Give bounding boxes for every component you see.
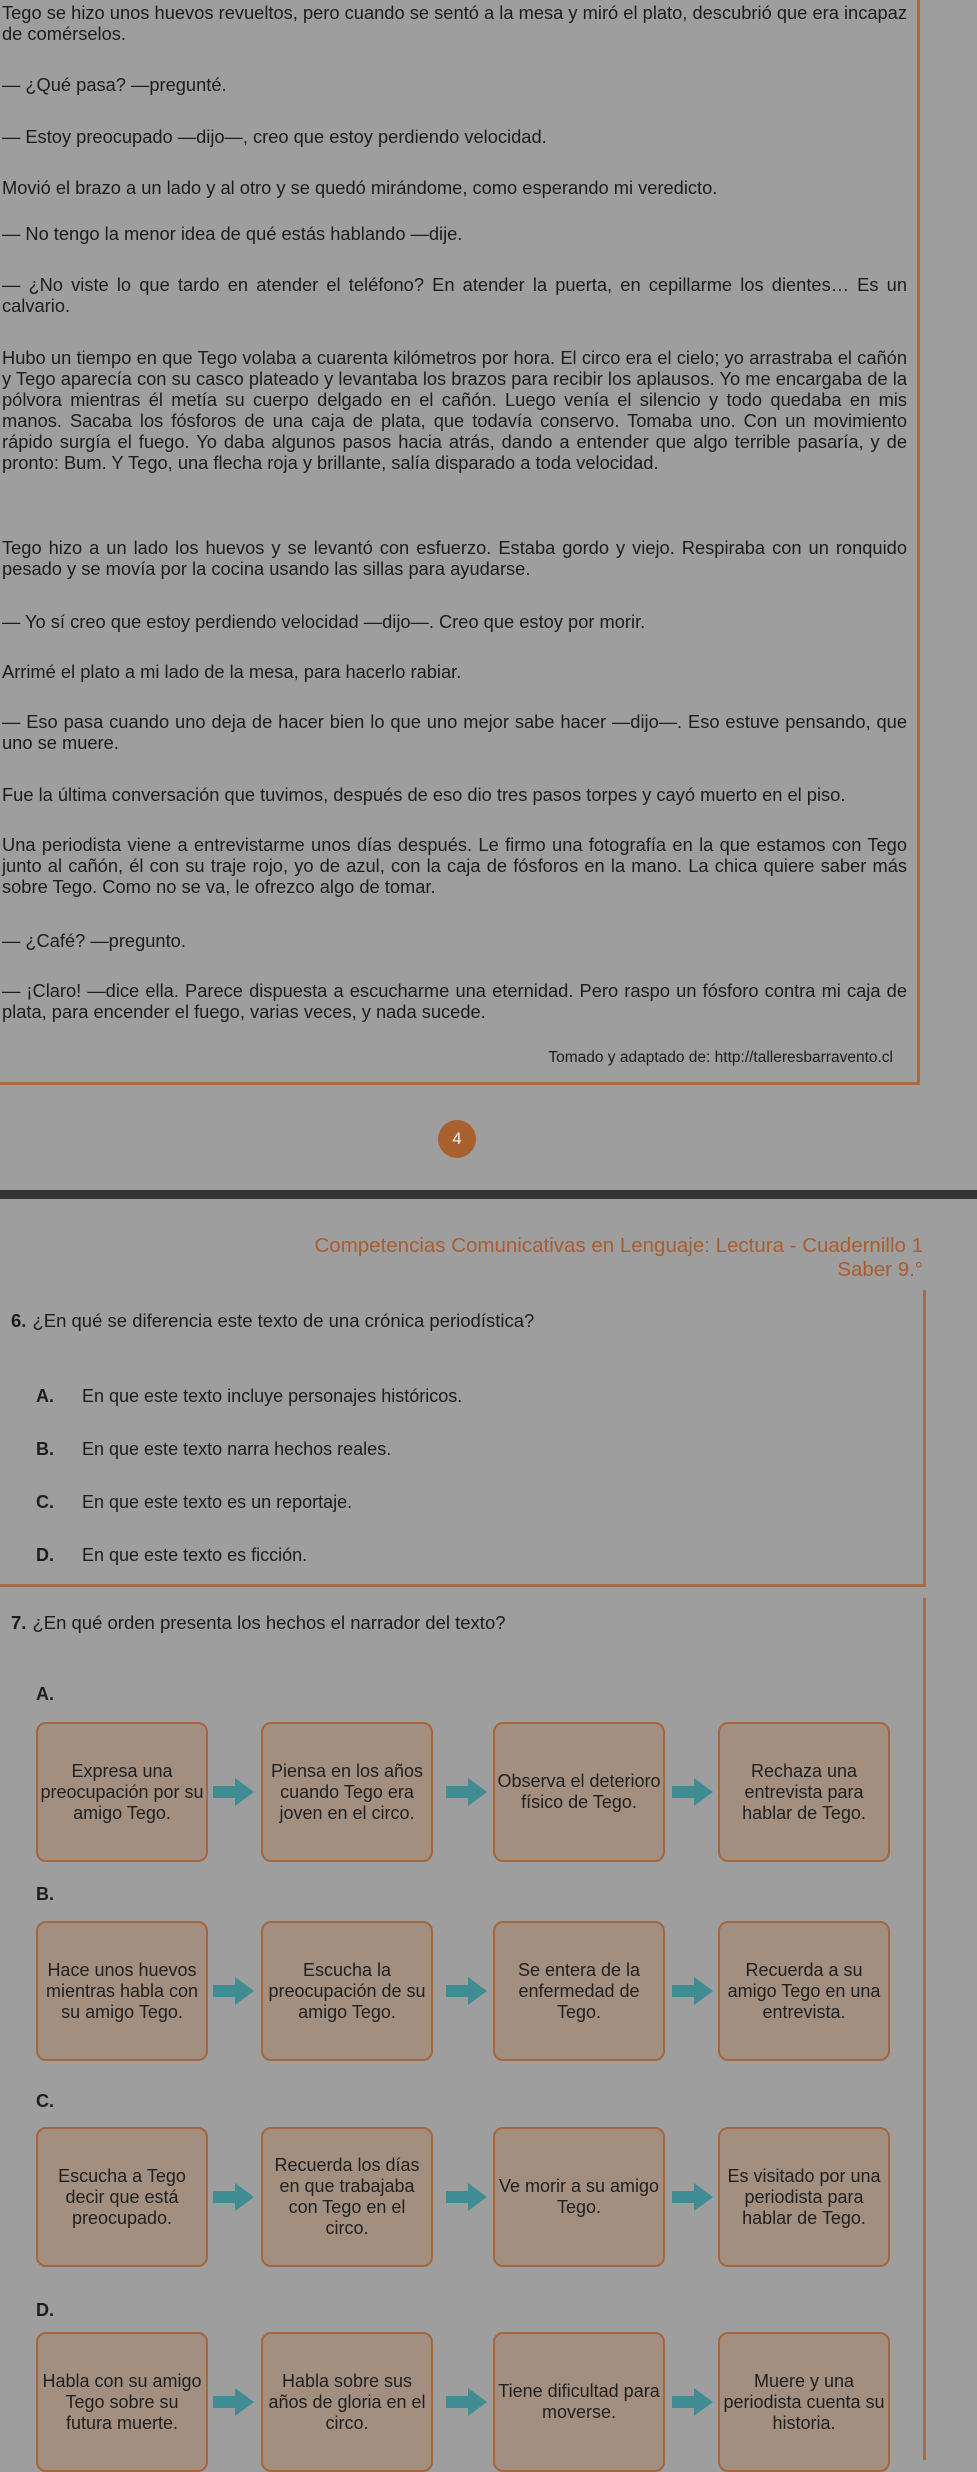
grade-label: Saber 9.° xyxy=(837,1258,923,1281)
question-number: 6. xyxy=(11,1310,27,1331)
sequence-step: Escucha la preocupación de su amigo Tego. xyxy=(261,1921,433,2061)
sequence-step: Rechaza una entrevista para hablar de Tego. xyxy=(718,1722,890,1862)
arrow-right-icon xyxy=(213,1777,255,1807)
sequence-step: Recuerda los días en que trabajaba con Tego en el circo. xyxy=(261,2127,433,2267)
option-letter: A. xyxy=(36,1386,54,1406)
arrow-right-icon xyxy=(446,1777,488,1807)
page-number-badge: 4 xyxy=(438,1120,476,1158)
sequence-step: Ve morir a su amigo Tego. xyxy=(493,2127,665,2267)
option-6c[interactable] xyxy=(36,1492,352,1513)
option-text: En que este texto incluye personajes históricos. xyxy=(82,1386,463,1406)
story-paragraph: — Yo sí creo que estoy perdiendo velocidad —dijo—. Creo que estoy por morir. xyxy=(2,611,646,632)
story-paragraph: — ¿No viste lo que tardo en atender el teléfono? En atender la puerta, en cepillarme los dientes… Es un calvario. xyxy=(2,274,907,316)
option-letter: D. xyxy=(36,1545,54,1565)
story-paragraph: Movió el brazo a un lado y al otro y se quedó mirándome, como esperando mi veredicto. xyxy=(2,177,718,198)
story-paragraph: Tego se hizo unos huevos revueltos, pero cuando se sentó a la mesa y miró el plato, descubrió que era incapaz de comérselos. xyxy=(2,2,907,44)
question-text: ¿En qué orden presenta los hechos el narrador del texto? xyxy=(32,1612,506,1633)
option-text: En que este texto narra hechos reales. xyxy=(82,1439,392,1459)
option-7b-letter[interactable]: B. xyxy=(36,1884,54,1904)
option-7a-letter[interactable]: A. xyxy=(36,1684,54,1704)
story-paragraph: — ¿Qué pasa? —pregunté. xyxy=(2,74,227,95)
sequence-step: Tiene dificultad para moverse. xyxy=(493,2332,665,2472)
sequence-step: Habla con su amigo Tego sobre su futura muerte. xyxy=(36,2332,208,2472)
story-paragraph: Fue la última conversación que tuvimos, después de eso dio tres pasos torpes y cayó muerto en el piso. xyxy=(2,784,846,805)
question-6-block xyxy=(0,1290,926,1587)
option-6a[interactable] xyxy=(36,1386,462,1407)
arrow-right-icon xyxy=(213,2182,255,2212)
sequence-step: Expresa una preocupación por su amigo Tego. xyxy=(36,1722,208,1862)
arrow-right-icon xyxy=(672,2387,714,2417)
sequence-step: Es visitado por una periodista para hablar de Tego. xyxy=(718,2127,890,2267)
arrow-right-icon xyxy=(213,2387,255,2417)
arrow-right-icon xyxy=(446,2387,488,2417)
option-text: En que este texto es un reportaje. xyxy=(82,1492,353,1512)
sequence-step: Hace unos huevos mientras habla con su amigo Tego. xyxy=(36,1921,208,2061)
question-number: 7. xyxy=(11,1612,27,1633)
story-paragraph: — Estoy preocupado —dijo—, creo que estoy perdiendo velocidad. xyxy=(2,126,547,147)
story-paragraph: Una periodista viene a entrevistarme unos días después. Le firmo una fotografía en la que estamos con Tego junto al cañón, él con su traje rojo, yo de azul, con la caja de fósforos en la mano. La chica quiere saber más sobre Tego. Como no se va, le ofrezco algo de tomar. xyxy=(2,834,907,897)
story-paragraph: — ¡Claro! —dice ella. Parece dispuesta a escucharme una eternidad. Pero raspo un fósforo contra mi caja de plata, para encender el fuego, varias veces, y nada sucede. xyxy=(2,980,907,1022)
story-paragraph: — Eso pasa cuando uno deja de hacer bien lo que uno mejor sabe hacer —dijo—. Eso estuve pensando, que uno se muere. xyxy=(2,711,907,753)
story-paragraph: Tego hizo a un lado los huevos y se levantó con esfuerzo. Estaba gordo y viejo. Respiraba con un ronquido pesado y se movía por la cocina usando las sillas para ayudarse. xyxy=(2,537,907,579)
arrow-right-icon xyxy=(446,2182,488,2212)
arrow-right-icon xyxy=(672,1976,714,2006)
option-letter: C. xyxy=(36,1492,54,1512)
story-paragraph: Arrimé el plato a mi lado de la mesa, para hacerlo rabiar. xyxy=(2,661,462,682)
story-paragraph: — No tengo la menor idea de qué estás hablando —dije. xyxy=(2,223,463,244)
sequence-step: Recuerda a su amigo Tego en una entrevista. xyxy=(718,1921,890,2061)
question-7-block xyxy=(0,1598,926,2460)
option-7d-letter[interactable]: D. xyxy=(36,2300,54,2320)
question-text: ¿En qué se diferencia este texto de una crónica periodística? xyxy=(32,1310,535,1331)
sequence-step: Muere y una periodista cuenta su historia. xyxy=(718,2332,890,2472)
arrow-right-icon xyxy=(446,1976,488,2006)
story-section xyxy=(0,0,920,1085)
arrow-right-icon xyxy=(213,1976,255,2006)
option-text: En que este texto es ficción. xyxy=(82,1545,308,1565)
option-6b[interactable] xyxy=(36,1439,391,1460)
page-separator xyxy=(0,1190,977,1199)
arrow-right-icon xyxy=(672,1777,714,1807)
sequence-step: Escucha a Tego decir que está preocupado. xyxy=(36,2127,208,2267)
booklet-title: Competencias Comunicativas en Lenguaje: Lectura - Cuadernillo 1 xyxy=(314,1234,923,1257)
option-letter: B. xyxy=(36,1439,54,1459)
sequence-step: Habla sobre sus años de gloria en el circo. xyxy=(261,2332,433,2472)
question-7 xyxy=(11,1612,506,1634)
question-6 xyxy=(11,1310,534,1332)
source-citation: Tomado y adaptado de: http://talleresbarravento.cl xyxy=(548,1049,893,1066)
option-7c-letter[interactable]: C. xyxy=(36,2091,54,2111)
sequence-step: Se entera de la enfermedad de Tego. xyxy=(493,1921,665,2061)
story-paragraph: Hubo un tiempo en que Tego volaba a cuarenta kilómetros por hora. El circo era el cielo; yo arrastraba el cañón y Tego aparecía con su casco plateado y levantaba los brazos para recibir los aplausos. Yo me encargaba de la pólvora mientras él metía su cuerpo delgado en el cañón. Luego venía el silencio y todo quedaba en mis manos. Sacaba los fósforos de una caja de plata, que todavía conservo. Tomaba uno. Con un movimiento rápido surgía el fuego. Yo daba algunos pasos hacia atrás, dando a entender que algo terrible pasaría, y de pronto: Bum. Y Tego, una flecha roja y brillante, salía disparado a toda velocidad. xyxy=(2,347,907,473)
option-6d[interactable] xyxy=(36,1545,307,1566)
sequence-step: Piensa en los años cuando Tego era joven en el circo. xyxy=(261,1722,433,1862)
arrow-right-icon xyxy=(672,2182,714,2212)
sequence-step: Observa el deterioro físico de Tego. xyxy=(493,1722,665,1862)
story-paragraph: — ¿Café? —pregunto. xyxy=(2,930,186,951)
